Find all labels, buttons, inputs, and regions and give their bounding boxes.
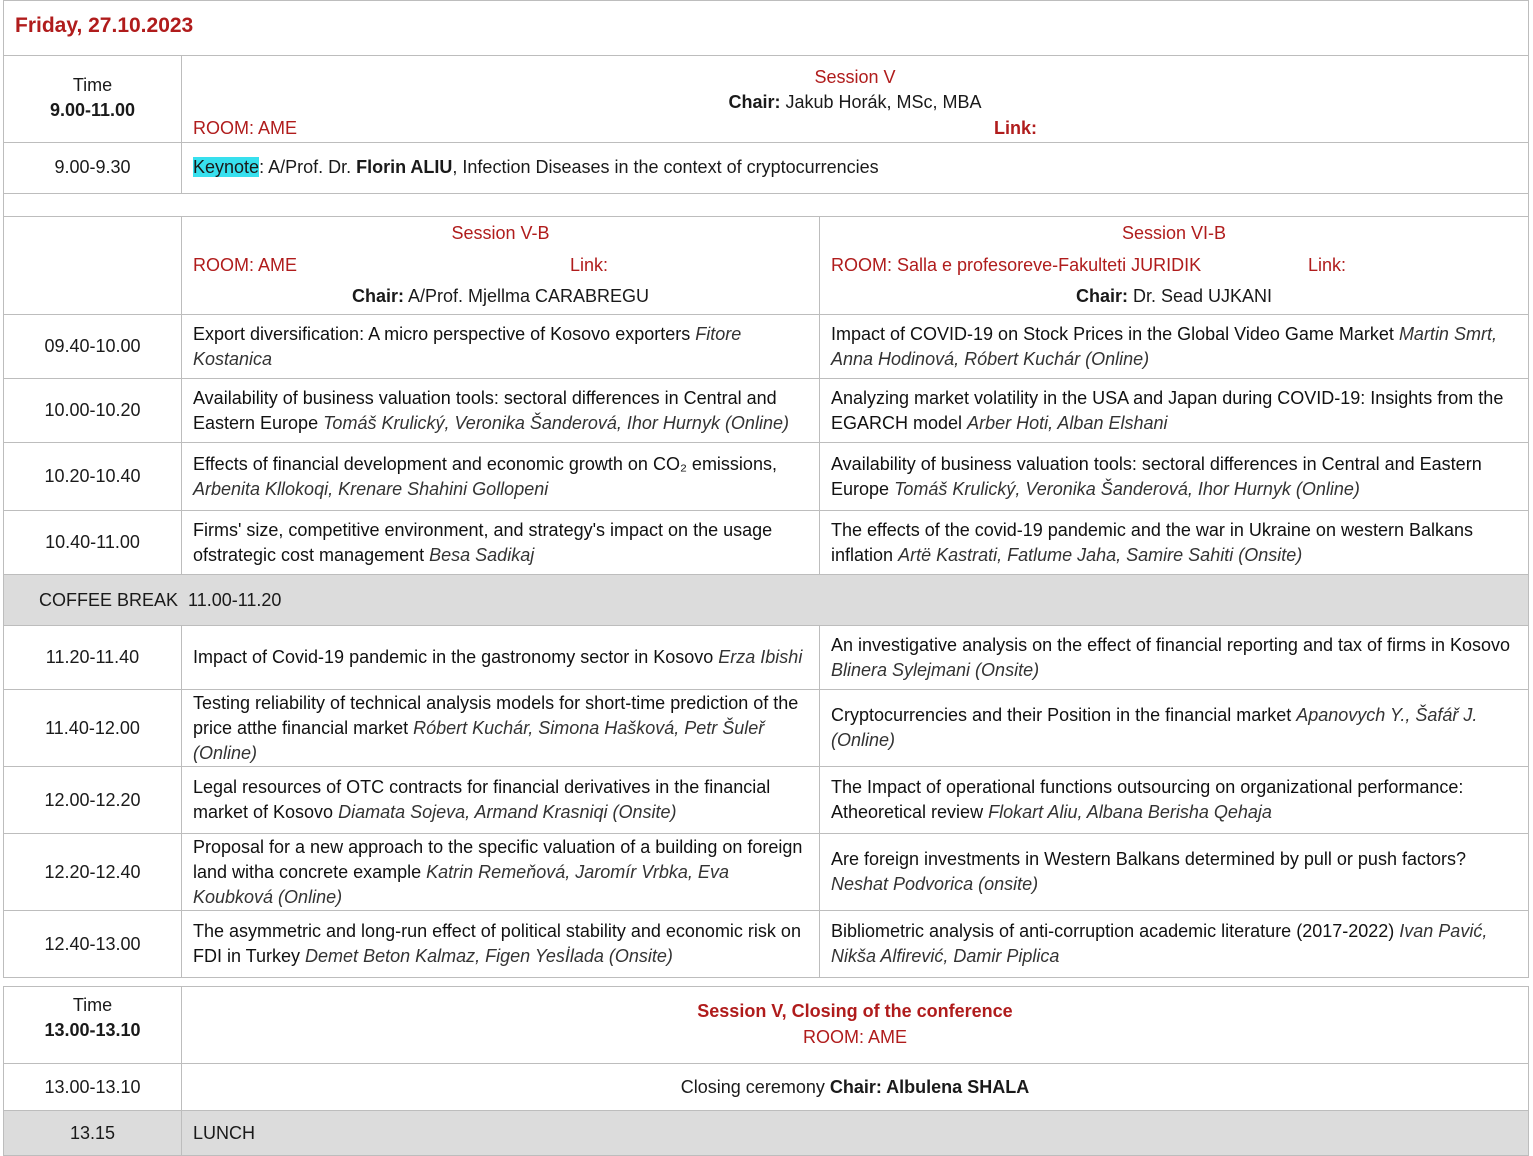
paper-cell-right xyxy=(819,442,1529,511)
chair-name: Dr. Sead UJKANI xyxy=(1132,286,1273,306)
paper-entry xyxy=(831,386,1517,436)
day-title: Friday, 27.10.2023 xyxy=(15,14,194,37)
paper-cell-right xyxy=(819,833,1529,911)
session-vb-room: ROOM: AME xyxy=(193,255,298,275)
session-vib-title: Session VI-B xyxy=(1121,223,1227,243)
paper-entry xyxy=(831,518,1517,568)
row-time-cell xyxy=(3,833,182,911)
paper-title: Are foreign investments in Western Balkans determined by pull or push factors? xyxy=(831,849,1466,869)
paper-entry xyxy=(831,775,1517,825)
coffee-break-row xyxy=(3,574,1529,626)
spacer-row xyxy=(3,193,1529,217)
paper-title: Effects of financial development and economic growth on CO₂ emissions, xyxy=(193,453,777,474)
lunch-time-cell xyxy=(3,1110,182,1156)
paper-authors: Arber Hoti, Alban Elshani xyxy=(967,412,1168,433)
closing-row-time-cell xyxy=(3,1063,182,1111)
paper-cell-left xyxy=(181,689,820,767)
row-time-cell xyxy=(3,378,182,443)
paper-cell-right xyxy=(819,766,1529,834)
keynote-title: , Infection Diseases in the context of cryptocurrencies xyxy=(452,157,879,177)
paper-title: Availability of business valuation tools: sectoral differences in Central and Eastern Europe xyxy=(831,453,1482,499)
paper-title: An investigative analysis on the effect of financial reporting and tax of firms in Kosovo xyxy=(831,634,1511,655)
paper-authors: Róbert Kuchár, Simona Hašková, Petr Šuleř (Online) xyxy=(193,717,765,763)
paper-authors: Erza Ibishi xyxy=(718,647,803,667)
session-chair xyxy=(181,92,1529,113)
paper-entry xyxy=(831,633,1517,683)
chair-name: A/Prof. Mjellma CARABREGU xyxy=(407,286,650,306)
paper-entry xyxy=(831,703,1517,753)
paper-entry xyxy=(831,322,1517,372)
row-time: 12.20-12.40 xyxy=(44,861,141,882)
paper-authors: Diamata Sojeva, Armand Krasniqi (Onsite) xyxy=(338,802,677,822)
session-vib-link[interactable]: Link: xyxy=(1308,255,1347,275)
paper-entry xyxy=(193,452,808,502)
closing-ceremony: Closing ceremony xyxy=(680,1076,830,1097)
paper-authors: Blinera Sylejmani (Onsite) xyxy=(831,659,1040,680)
paper-title: Impact of COVID-19 on Stock Prices in the Global Video Game Market xyxy=(831,323,1394,344)
chair-label: Chair: xyxy=(728,92,781,112)
time-value: 9.00-11.00 xyxy=(49,100,136,120)
paper-title: Export diversification: A micro perspective of Kosovo exporters xyxy=(193,323,691,344)
row-time: 12.00-12.20 xyxy=(44,789,141,810)
paper-entry xyxy=(831,919,1517,969)
row-time: 12.40-13.00 xyxy=(44,933,141,954)
paper-entry xyxy=(193,386,808,436)
session-v-time-cell xyxy=(3,55,182,143)
keynote-speaker: Florin ALIU xyxy=(356,157,453,177)
coffee-break-label: COFFEE BREAK 11.00-11.20 xyxy=(39,589,282,610)
paper-entry xyxy=(193,691,808,766)
session-vib-room: ROOM: Salla e profesoreve-Fakulteti JURIDIK xyxy=(831,255,1202,275)
row-time-cell xyxy=(3,910,182,978)
parallel-time-cell xyxy=(3,216,182,315)
paper-cell-left xyxy=(181,910,820,978)
row-time-cell xyxy=(3,689,182,767)
paper-authors: Artë Kastrati, Fatlume Jaha, Samire Sahiti (Onsite) xyxy=(898,544,1303,565)
paper-authors: Tomáš Krulický, Veronika Šanderová, Ihor Hurnyk (Online) xyxy=(894,478,1360,499)
paper-cell-left xyxy=(181,378,820,443)
paper-cell-left xyxy=(181,314,820,379)
day-header xyxy=(3,0,1529,56)
keynote-line xyxy=(193,157,879,178)
paper-title: Analyzing market volatility in the USA and Japan during COVID-19: Insights from the EGARCH model xyxy=(831,387,1504,433)
link-label[interactable]: Link: xyxy=(994,118,1037,138)
paper-authors: Martin Smrt, Anna Hodinová, Róbert Kuchár (Online) xyxy=(831,323,1497,369)
session-vib-chair xyxy=(819,286,1529,307)
paper-cell-right xyxy=(819,510,1529,575)
closing-room: ROOM: AME xyxy=(802,1027,907,1047)
paper-cell-left xyxy=(181,833,820,911)
chair-label: Chair: xyxy=(351,286,404,306)
paper-title: Bibliometric analysis of anti-corruption academic literature (2017-2022) xyxy=(831,921,1395,941)
lunch-time: 13.15 xyxy=(69,1122,116,1143)
paper-cell-left xyxy=(181,766,820,834)
session-title: Session V xyxy=(814,67,896,87)
lunch-cell xyxy=(181,1110,1529,1156)
paper-title: Availability of business valuation tools: sectoral differences in Central and Eastern Europe xyxy=(193,387,777,433)
paper-authors: Katrin Remeňová, Jaromír Vrbka, Eva Koubková (Online) xyxy=(193,861,729,907)
row-time-cell xyxy=(3,314,182,379)
row-time: 10.40-11.00 xyxy=(45,532,140,552)
keynote-time: 9.00-9.30 xyxy=(54,157,131,177)
paper-cell-right xyxy=(819,314,1529,379)
paper-cell-left xyxy=(181,510,820,575)
paper-entry xyxy=(831,452,1517,502)
paper-cell-right xyxy=(819,378,1529,443)
paper-cell-right xyxy=(819,625,1529,690)
paper-authors: Demet Beton Kalmaz, Figen Yesİlada (Onsite) xyxy=(305,946,673,966)
paper-title: Firms' size, competitive environment, and strategy's impact on the usage ofstrategic cost management xyxy=(193,519,773,565)
closing-time-label: Time xyxy=(72,995,113,1015)
row-time: 11.20-11.40 xyxy=(45,647,140,667)
closing-session-title: Session V, Closing of the conference xyxy=(697,1001,1013,1021)
paper-entry xyxy=(193,775,808,825)
paper-authors: Ivan Pavić, Nikša Alfirević, Damir Piplica xyxy=(831,921,1488,966)
paper-title: Impact of Covid-19 pandemic in the gastronomy sector in Kosovo xyxy=(193,647,714,667)
row-time-cell xyxy=(3,442,182,511)
paper-authors: Arbenita Kllokoqi, Krenare Shahini Gollopeni xyxy=(193,478,549,499)
paper-entry xyxy=(193,919,808,969)
paper-title: The asymmetric and long-run effect of political stability and economic risk on FDI in Turkey xyxy=(193,921,801,966)
session-vb-chair xyxy=(181,286,820,307)
row-time: 10.20-10.40 xyxy=(44,466,141,486)
closing-row-time: 13.00-13.10 xyxy=(44,1076,141,1097)
paper-cell-right xyxy=(819,689,1529,767)
paper-entry xyxy=(193,322,808,372)
closing-info-cell xyxy=(181,986,1529,1064)
paper-title: The Impact of operational functions outsourcing on organizational performance: Atheoretical review xyxy=(831,777,1464,822)
paper-title: Testing reliability of technical analysis models for short-time prediction of the price atthe financial market xyxy=(193,692,799,738)
paper-authors: Tomáš Krulický, Veronika Šanderová, Ihor Hurnyk (Online) xyxy=(323,412,789,433)
paper-cell-left xyxy=(181,442,820,511)
paper-authors: Neshat Podvorica (onsite) xyxy=(831,874,1039,894)
room-label: ROOM: AME xyxy=(193,118,298,138)
row-time-cell xyxy=(3,766,182,834)
paper-cell-right xyxy=(819,910,1529,978)
row-time: 09.40-10.00 xyxy=(44,336,141,356)
row-time-cell xyxy=(3,625,182,690)
paper-title: Proposal for a new approach to the specific valuation of a building on foreign land witha concrete example xyxy=(193,836,803,882)
time-label: Time xyxy=(72,75,113,95)
paper-title: Cryptocurrencies and their Position in the financial market xyxy=(831,705,1292,725)
paper-title: The effects of the covid-19 pandemic and the war in Ukraine on western Balkans inflation xyxy=(831,519,1474,565)
paper-authors: Besa Sadikaj xyxy=(429,544,535,565)
paper-cell-left xyxy=(181,625,820,690)
row-time: 10.00-10.20 xyxy=(44,400,141,420)
paper-entry xyxy=(193,835,808,910)
paper-title: Legal resources of OTC contracts for financial derivatives in the financial market of Kosovo xyxy=(193,777,771,822)
paper-entry xyxy=(193,518,808,568)
closing-ceremony-cell xyxy=(181,1063,1529,1111)
paper-authors: Flokart Aliu, Albana Berisha Qehaja xyxy=(988,802,1272,822)
paper-authors: Fitore Kostanica xyxy=(193,323,742,369)
paper-entry xyxy=(193,645,808,670)
session-vb-link[interactable]: Link: xyxy=(570,255,609,275)
closing-chair: Chair: Albulena SHALA xyxy=(829,1076,1030,1097)
lunch-label: LUNCH xyxy=(193,1122,256,1143)
row-time: 11.40-12.00 xyxy=(45,717,140,738)
chair-label: Chair: xyxy=(1075,286,1128,306)
paper-entry xyxy=(831,847,1517,897)
paper-authors: Apanovych Y., Šafář J. (Online) xyxy=(831,705,1478,750)
keynote-label: Keynote xyxy=(193,157,260,177)
chair-name: Jakub Horák, MSc, MBA xyxy=(785,92,982,112)
row-time-cell xyxy=(3,510,182,575)
keynote-prefix: : A/Prof. Dr. xyxy=(259,157,357,177)
session-vb-title: Session V-B xyxy=(451,223,550,243)
closing-time-value: 13.00-13.10 xyxy=(44,1020,141,1040)
